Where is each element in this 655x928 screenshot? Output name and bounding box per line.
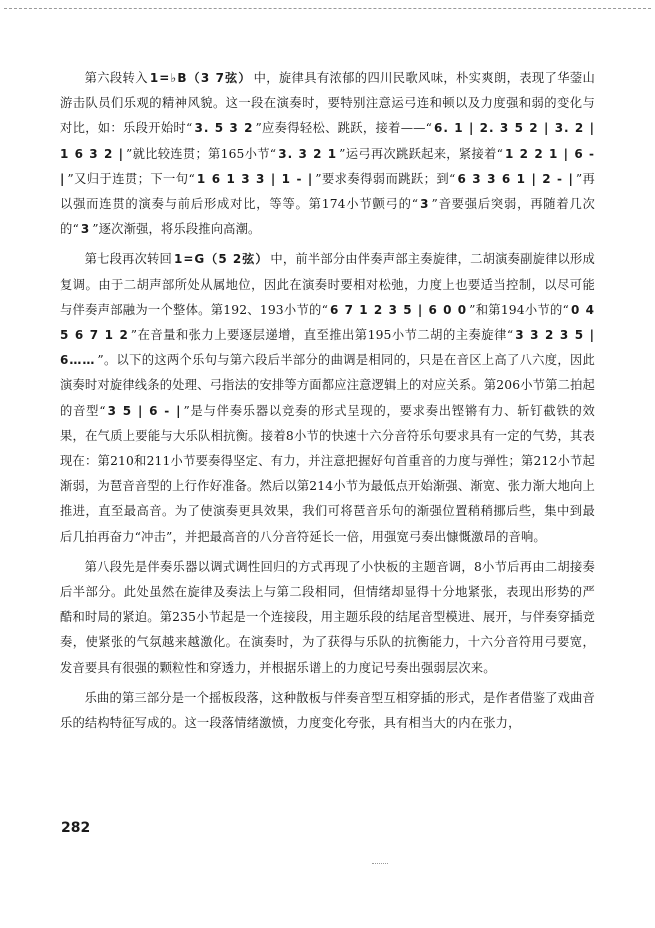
page-number: 282 [61, 820, 91, 836]
key-signature: 1=♭B（3 7弦） [149, 71, 252, 85]
text: ”。以下的这两个乐句与第六段后半部分的曲调是相同的，只是在音区上高了八六度，因此演奏时对旋律线条的处理、弓指法的安排等方面都应注意逻辑上的对应关系。第206小节第二拍起的音型“ [60, 353, 595, 418]
notation-snippet: 6 7 1 2 3 5 | 6 0 0 [330, 302, 468, 317]
text: 第六段转入 [84, 71, 148, 85]
notation-snippet: 3 [80, 222, 91, 237]
text: ”和第194小节的“ [469, 302, 569, 317]
text: ”应奏得轻松、跳跃，接着——“ [255, 121, 433, 136]
text: ”又归于连贯；下一句“ [67, 171, 195, 186]
text: 中，旋律具有浓郁的四川民歌风味，朴实爽朗，表现了华蓥山游击队员们乐观的精神风貌。这一段在演奏时，要特别注意运弓连和顿以及力度强和弱的变化与对比，如：乐段开始时“ [60, 71, 595, 136]
key-signature: 1=G（5 2弦） [174, 252, 269, 267]
scan-speck [372, 863, 388, 865]
notation-snippet: 3. 3 2 1 [278, 146, 338, 161]
notation-snippet: 1 6 1 3 3 | 1 - | [196, 171, 314, 186]
paragraph-section-eight [60, 555, 595, 681]
text: 乐曲的第三部分是一个摇板段落，这种散板与伴奏音型互相穿插的形式，是作者借鉴了戏曲音乐的结构特征写成的。这一段落情绪激愤，力度变化夸张，具有相当大的内在张力， [60, 690, 595, 731]
notation-snippet: 3 5 | 6 - | [107, 403, 182, 418]
paragraph-section-seven [60, 247, 595, 549]
paragraph-section-six [60, 66, 595, 242]
text: ”音要强后突弱，再随着几次的“ [60, 197, 595, 237]
text: ”就比较连贯；第165小节“ [126, 146, 277, 161]
notation-snippet: 3 3 2 3 5 | 6…… [60, 328, 595, 368]
notation-snippet: 3 [420, 197, 430, 212]
text: ”再以强而连贯的演奏与前后形成对比，等等。第174小节颤弓的“ [60, 171, 596, 212]
text: 第七段再次转回 [84, 252, 172, 267]
top-edge-dashes [4, 8, 651, 13]
text: 中，前半部分由伴奏声部主奏旋律，二胡演奏副旋律以形成复调。由于二胡声部所处从属地位，因此在演奏时要相对松弛，力度上也要适当控制，以尽可能与伴奏声部融为一个整体。第192、193小节的“ [60, 252, 595, 317]
notation-snippet: 0 4 5 6 7 1 2 [60, 302, 595, 343]
text: ”在音量和张力上要逐层递增，直至推出第195小节二胡的主奏旋律“ [130, 328, 514, 343]
paragraph-part-three [60, 686, 595, 736]
notation-snippet: 6 3 3 6 1 | 2 - | [457, 171, 574, 186]
text: ”运弓再次跳跃起来，紧接着“ [339, 146, 504, 161]
text: ”逐次渐强，将乐段推向高潮。 [92, 222, 261, 237]
text: 第八段先是伴奏乐器以调式调性回归的方式再现了小快板的主题音调，8小节后再由二胡接奏后半部分。此处虽然在旋律及奏法上与第二段相同，但情绪却显得十分地紧张，表现出形势的严酷和时局的紧迫。第235小节起是一个连接段，用主题乐段的结尾音型模进、展开，与伴奏穿插竞奏，使紧张的气氛越来越激化。在演奏时，为了获得与乐队的抗衡能力，十六分音符用弓要宽，发音要具有很强的颗粒性和穿透力，并根据乐谱上的力度记号奏出强弱层次来。 [60, 559, 595, 675]
text-body [60, 66, 595, 741]
text: ”是与伴奏乐器以竞奏的形式呈现的，要求奏出铿锵有力、斩钉截铁的效果，在气质上要能与大乐队相抗衡。接着8小节的快速十六分音符乐句要求具有一定的气势，其表现在：第210和211小节要奏得坚定、有力，并注意把握好句首重音的力度与弹性；第212小节起渐弱，为琶音音型的上行作好准备。然后以第214小节为最低点开始渐强、渐宽、张力渐大地向上推进，直至最高音。为了使演奏更具效果，我们可将琶音乐句的渐强位置稍稍挪后些，集中到最后几拍再奋力“冲击”，并把最高音的八分音符延长一倍，用强宽弓奏出慷慨激昂的音响。 [60, 403, 596, 544]
notation-snippet: 3. 5 3 2 [194, 121, 254, 136]
notation-snippet: 1 2 2 1 | 6 - | [60, 146, 595, 186]
notation-snippet: 6. 1 | 2. 3 5 2 | 3. 2 | 1 6 3 2 | [60, 121, 596, 161]
text: ”要求奏得弱而跳跃；到“ [315, 171, 456, 186]
